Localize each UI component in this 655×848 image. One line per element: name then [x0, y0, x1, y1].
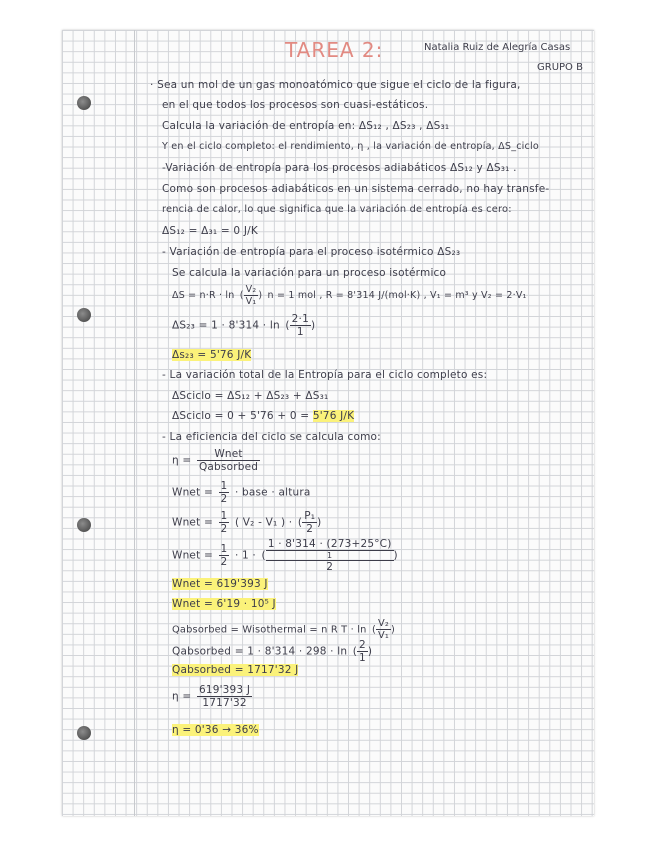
fraction: [197, 684, 252, 709]
formula-text: ( V₂ - V₁ ) ·: [234, 516, 293, 529]
text-line: - La variación total de la Entropía para el ciclo completo es:: [162, 369, 488, 381]
sub-denominator: 1: [327, 551, 333, 560]
formula-text: · base · altura: [234, 486, 311, 499]
result-line: [172, 598, 276, 610]
formula-line: [172, 618, 397, 641]
result-line: [172, 349, 251, 361]
highlighted-result: Wnet = 6'19 · 10⁵ J: [172, 598, 276, 610]
formula-line: [172, 480, 311, 505]
formula-text: ΔSciclo = 0 + 5'76 + 0 =: [172, 410, 310, 422]
formula-line: [172, 538, 400, 573]
numerator: 619'393 J: [198, 684, 251, 696]
margin-line: [134, 30, 135, 816]
result-line: [172, 664, 298, 676]
numerator: 1: [220, 543, 228, 555]
formula-text: η =: [172, 690, 192, 703]
denominator: 2: [220, 556, 228, 568]
fraction: ( 1 · 8'314 · (273+25°C) 1 2 ): [261, 538, 398, 573]
fraction: ( $\frac{\text{V₂}}{\text{V₁}}$ ): [239, 284, 263, 307]
highlighted-result: 5'76 J/K: [312, 410, 355, 422]
binder-hole: [77, 726, 91, 740]
highlighted-result: Δs₂₃ = 5'76 J/K: [172, 349, 252, 361]
fraction: [197, 448, 260, 473]
numerator: Wnet: [197, 448, 260, 461]
numerator: 2·1: [291, 313, 309, 325]
text-line: Y en el ciclo completo: el rendimiento, η , la variación de entropía, ΔS_ciclo: [162, 141, 539, 152]
text-line: Se calcula la variación para un proceso isotérmico: [172, 267, 447, 279]
text-line: ΔS₁₂ = Δ₃₁ = 0 J/K: [162, 225, 258, 237]
fraction: ( $\frac{2\cdot 1}{1}$ ): [285, 313, 316, 338]
denominator: V₁: [377, 630, 389, 641]
group-label: GRUPO B: [537, 62, 583, 73]
text-line: rencia de calor, lo que significa que la variación de entropía es cero:: [162, 204, 512, 215]
fraction: ( $\frac{\text{V₂}}{\text{V₁}}$ ): [371, 618, 396, 641]
fraction: [219, 543, 230, 568]
numerator: 1: [220, 480, 228, 492]
numerator: P₁: [304, 510, 316, 522]
highlighted-result: η = 0'36 → 36%: [172, 724, 259, 736]
numerator: 1 · 8'314 · (273+25°C): [267, 538, 392, 550]
formula-text: η =: [172, 454, 192, 467]
denominator: 1: [296, 326, 304, 338]
highlighted-result: Wnet = 619'393 J: [172, 578, 268, 590]
denominator: 2: [266, 560, 394, 573]
text-line: Como son procesos adiabáticos en un sistema cerrado, no hay transfe-: [162, 183, 550, 195]
formula-line: [172, 313, 317, 338]
fraction: [219, 510, 230, 535]
text-line: Calcula la variación de entropía en: ΔS₁₂ , ΔS₂₃ , ΔS₃₁: [162, 120, 450, 132]
denominator: 1: [359, 652, 366, 664]
denominator: Qabsorbed: [198, 461, 259, 473]
text-line: - Variación de entropía para el proceso isotérmico ΔS₂₃: [162, 246, 461, 258]
result-line: [172, 724, 259, 736]
formula-text: · 1 ·: [234, 549, 256, 562]
denominator: 2: [220, 493, 228, 505]
formula-text: Qabsorbed = Wisothermal = n R T · ln: [172, 624, 367, 636]
result-line: [172, 578, 268, 590]
formula-text: Wnet =: [172, 549, 213, 562]
denominator: V₁: [245, 296, 257, 307]
denominator: 2: [220, 523, 228, 535]
formula-line: [172, 639, 374, 664]
numerator: 1: [220, 510, 228, 522]
text-line: en el que todos los procesos son cuasi-estáticos.: [162, 99, 429, 111]
formula-line: [172, 410, 354, 422]
binder-hole: [77, 308, 91, 322]
formula-text: Wnet =: [172, 516, 213, 529]
highlighted-result: Qabsorbed = 1717'32 J: [172, 664, 299, 676]
text-line: - La eficiencia del ciclo se calcula como:: [162, 431, 381, 443]
page-title: TAREA 2:: [285, 38, 384, 62]
author-name: Natalia Ruiz de Alegría Casas: [424, 42, 571, 53]
denominator: 2: [306, 523, 314, 535]
numerator: 2: [359, 639, 366, 651]
formula-text: Wnet =: [172, 486, 213, 499]
formula-line: [172, 448, 262, 473]
numerator: V₂: [245, 284, 257, 295]
formula-text: n = 1 mol , R = 8'314 J/(mol·K) , V₁ = m³ y V₂ = 2·V₁: [267, 290, 527, 301]
formula-text: ΔS₂₃ = 1 · 8'314 · ln: [172, 319, 280, 332]
formula-text: ΔS = n·R · ln: [172, 290, 235, 301]
formula-line: [172, 510, 323, 535]
binder-hole: [77, 96, 91, 110]
numerator: V₂: [377, 618, 389, 629]
fraction: ( $\frac{\text{P₁}}{2}$ ): [297, 510, 322, 535]
fraction: ( $\frac{2}{1}$ ): [352, 639, 373, 664]
text-line: · Sea un mol de un gas monoatómico que sigue el ciclo de la figura,: [150, 79, 521, 91]
binder-hole: [77, 518, 91, 532]
fraction: [219, 480, 230, 505]
formula-line: [172, 684, 254, 709]
formula-line: [172, 284, 527, 307]
denominator: 1717'32: [202, 697, 247, 709]
formula-text: Qabsorbed = 1 · 8'314 · 298 · ln: [172, 645, 348, 658]
text-line: -Variación de entropía para los procesos adiabáticos ΔS₁₂ y ΔS₃₁ .: [162, 162, 517, 174]
text-line: ΔSciclo = ΔS₁₂ + ΔS₂₃ + ΔS₃₁: [172, 390, 329, 402]
